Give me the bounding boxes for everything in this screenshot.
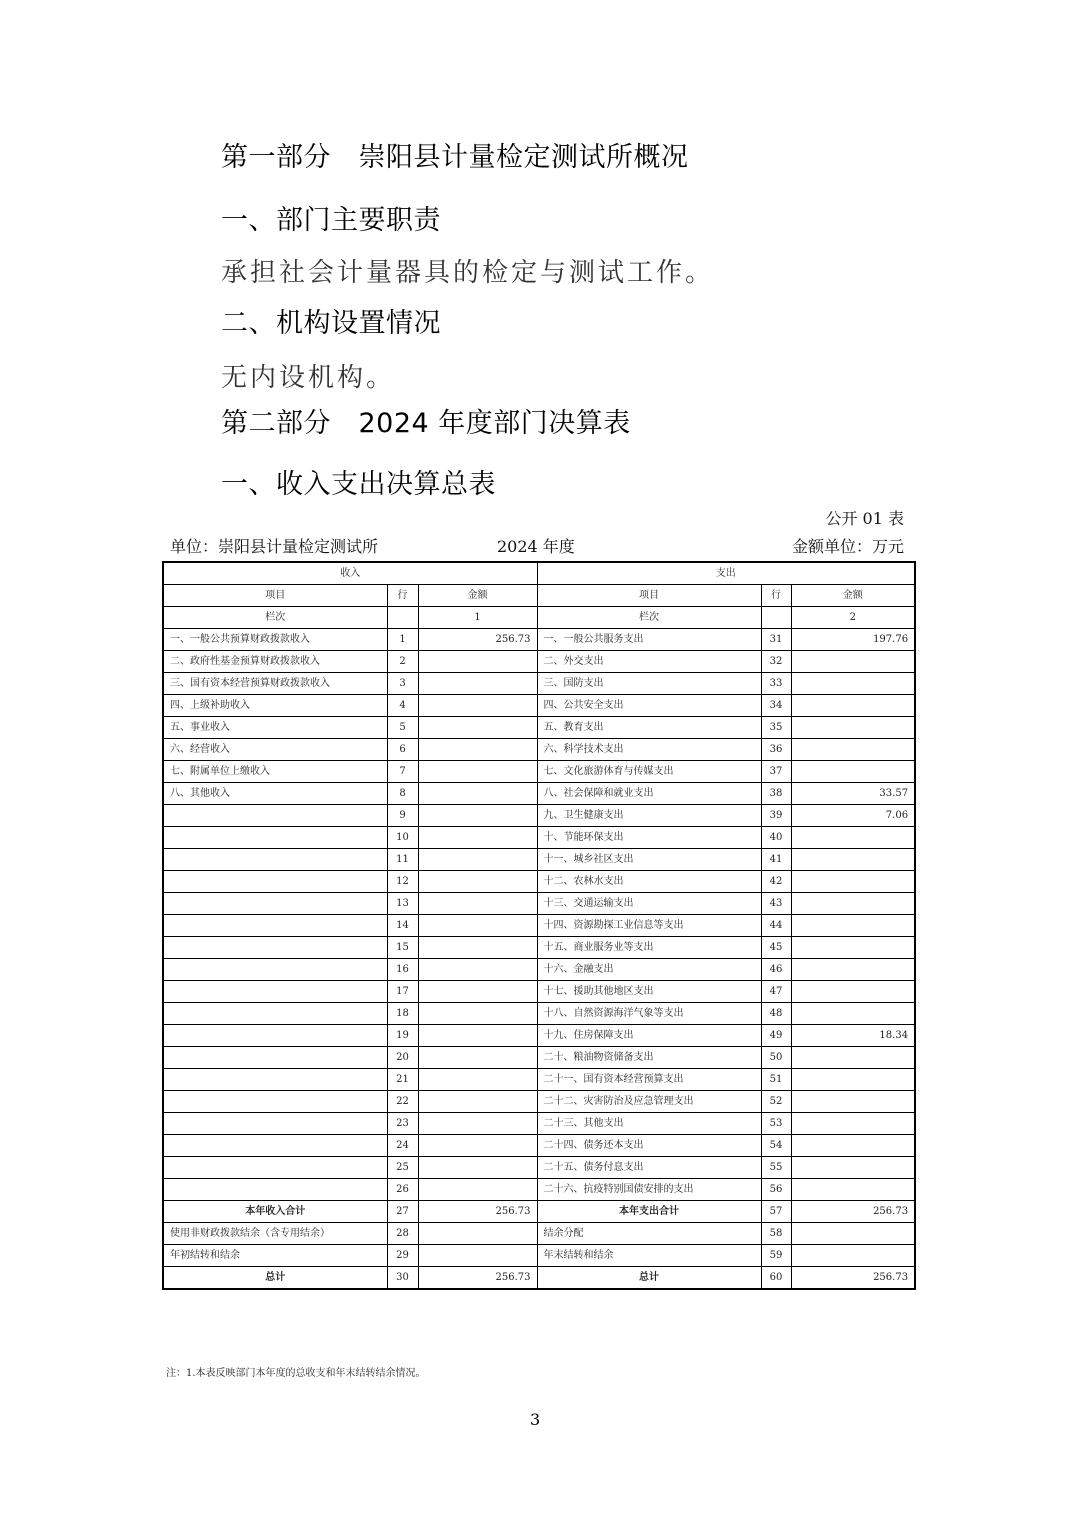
- income-row-number: 23: [387, 1113, 418, 1135]
- table-row: [163, 1157, 915, 1179]
- income-item-cell: [163, 1135, 387, 1157]
- section-organization-text: 无内设机构。: [221, 363, 396, 393]
- table-row: [163, 871, 915, 893]
- part2-title: 第二部分 2024 年度部门决算表: [221, 408, 631, 439]
- income-item-cell: [163, 959, 387, 981]
- income-item-cell: [163, 849, 387, 871]
- income-row-number: 16: [387, 959, 418, 981]
- expense-amount-cell: 18.34: [791, 1025, 915, 1047]
- table-row: [163, 915, 915, 937]
- table-row: [163, 959, 915, 981]
- expense-item-cell: 十九、住房保障支出: [537, 1025, 761, 1047]
- expense-item-cell: 十四、资源勘探工业信息等支出: [537, 915, 761, 937]
- table-row: [163, 761, 915, 783]
- expense-amount-cell: [791, 937, 915, 959]
- income-amount-cell: [418, 915, 537, 937]
- income-col-number: 1: [418, 607, 537, 629]
- expense-item-cell: 一、一般公共服务支出: [537, 629, 761, 651]
- income-item-cell: [163, 893, 387, 915]
- expense-item-cell: 二十一、国有资本经营预算支出: [537, 1069, 761, 1091]
- expense-amount-cell: [791, 849, 915, 871]
- expense-item-cell: 九、卫生健康支出: [537, 805, 761, 827]
- income-item-cell: 五、事业收入: [163, 717, 387, 739]
- income-item-cell: [163, 827, 387, 849]
- income-amount-cell: [418, 827, 537, 849]
- expense-item-cell: 二十四、债务还本支出: [537, 1135, 761, 1157]
- income-row-number: 6: [387, 739, 418, 761]
- table-row: [163, 1069, 915, 1091]
- income-amount-cell: [418, 1157, 537, 1179]
- income-amount-cell: [418, 1135, 537, 1157]
- expense-item-cell: 二十、粮油物资储备支出: [537, 1047, 761, 1069]
- expense-item-cell: 年末结转和结余: [537, 1245, 761, 1267]
- table-row: [163, 1223, 915, 1245]
- expense-seq-label: 栏次: [537, 607, 761, 629]
- income-amount-header: 金额: [418, 585, 537, 607]
- table-row: [163, 1135, 915, 1157]
- amount-unit: 金额单位：万元: [791, 537, 904, 556]
- expense-item-cell: 本年支出合计: [537, 1201, 761, 1223]
- income-row-number: 15: [387, 937, 418, 959]
- expense-row-number: 51: [761, 1069, 791, 1091]
- income-item-cell: [163, 1157, 387, 1179]
- income-amount-cell: [418, 739, 537, 761]
- income-row-number: 5: [387, 717, 418, 739]
- expense-amount-cell: [791, 959, 915, 981]
- income-amount-cell: [418, 849, 537, 871]
- income-row-number: 17: [387, 981, 418, 1003]
- income-row-number: 20: [387, 1047, 418, 1069]
- income-amount-cell: [418, 805, 537, 827]
- expense-amount-cell: [791, 739, 915, 761]
- expense-row-number: 45: [761, 937, 791, 959]
- expense-amount-cell: [791, 1069, 915, 1091]
- expense-row-number: 58: [761, 1223, 791, 1245]
- expense-item-cell: 八、社会保障和就业支出: [537, 783, 761, 805]
- income-amount-cell: [418, 1091, 537, 1113]
- income-item-cell: 总计: [163, 1267, 387, 1290]
- part1-title: 第一部分 崇阳县计量检定测试所概况: [221, 142, 689, 173]
- expense-row-number: 55: [761, 1157, 791, 1179]
- table-row: [163, 1025, 915, 1047]
- income-row-number: 29: [387, 1245, 418, 1267]
- income-row-number: 14: [387, 915, 418, 937]
- expense-row-number: 37: [761, 761, 791, 783]
- expense-item-cell: 结余分配: [537, 1223, 761, 1245]
- expense-amount-cell: [791, 871, 915, 893]
- expense-row-number: 57: [761, 1201, 791, 1223]
- income-amount-cell: 256.73: [418, 1267, 537, 1290]
- expense-row-number: 47: [761, 981, 791, 1003]
- income-item-cell: 年初结转和结余: [163, 1245, 387, 1267]
- expense-amount-cell: [791, 1157, 915, 1179]
- expense-item-cell: 四、公共安全支出: [537, 695, 761, 717]
- table-row: [163, 981, 915, 1003]
- expense-item-cell: 十、节能环保支出: [537, 827, 761, 849]
- expense-row-number: 53: [761, 1113, 791, 1135]
- table-seq-row: [163, 607, 915, 629]
- income-item-cell: [163, 1113, 387, 1135]
- income-item-cell: [163, 981, 387, 1003]
- income-item-cell: [163, 1047, 387, 1069]
- income-row-number: 22: [387, 1091, 418, 1113]
- expense-row-number: 39: [761, 805, 791, 827]
- expense-row-number: 34: [761, 695, 791, 717]
- table-row: [163, 783, 915, 805]
- expense-amount-cell: [791, 981, 915, 1003]
- expense-amount-cell: [791, 893, 915, 915]
- income-amount-cell: [418, 959, 537, 981]
- table-row: [163, 1245, 915, 1267]
- expense-row-number: 31: [761, 629, 791, 651]
- expense-item-cell: 三、国防支出: [537, 673, 761, 695]
- income-item-cell: [163, 1069, 387, 1091]
- expense-item-cell: 七、文化旅游体育与传媒支出: [537, 761, 761, 783]
- expense-row-number: 42: [761, 871, 791, 893]
- expense-amount-cell: [791, 1135, 915, 1157]
- expense-amount-header: 金额: [791, 585, 915, 607]
- expense-amount-cell: [791, 695, 915, 717]
- expense-row-number: 35: [761, 717, 791, 739]
- income-item-cell: [163, 1179, 387, 1201]
- income-row-number: 25: [387, 1157, 418, 1179]
- income-seq-row-cell: [387, 607, 418, 629]
- table-row: [163, 893, 915, 915]
- income-row-number: 1: [387, 629, 418, 651]
- section-organization-title: 二、机构设置情况: [221, 308, 441, 339]
- income-row-header: 行: [387, 585, 418, 607]
- expense-amount-cell: [791, 717, 915, 739]
- table-column-header-row: [163, 585, 915, 607]
- table-row: [163, 937, 915, 959]
- income-item-cell: 三、国有资本经营预算财政拨款收入: [163, 673, 387, 695]
- income-row-number: 3: [387, 673, 418, 695]
- subtotal-row: [163, 1201, 915, 1223]
- expense-header: 支出: [537, 562, 915, 585]
- expense-row-number: 41: [761, 849, 791, 871]
- expense-item-header: 项目: [537, 585, 761, 607]
- income-row-number: 8: [387, 783, 418, 805]
- expense-amount-cell: [791, 915, 915, 937]
- fiscal-year: 2024 年度: [497, 537, 575, 556]
- table-row: [163, 849, 915, 871]
- income-amount-cell: 256.73: [418, 1201, 537, 1223]
- expense-row-header: 行: [761, 585, 791, 607]
- expense-amount-cell: [791, 1223, 915, 1245]
- table-row: [163, 717, 915, 739]
- income-item-cell: [163, 1025, 387, 1047]
- expense-item-cell: 二十三、其他支出: [537, 1113, 761, 1135]
- income-item-cell: [163, 1003, 387, 1025]
- expense-row-number: 54: [761, 1135, 791, 1157]
- income-amount-cell: [418, 1179, 537, 1201]
- income-item-cell: [163, 915, 387, 937]
- section-duties-title: 一、部门主要职责: [221, 205, 441, 236]
- income-item-cell: 一、一般公共预算财政拨款收入: [163, 629, 387, 651]
- expense-amount-cell: [791, 1047, 915, 1069]
- income-amount-cell: [418, 937, 537, 959]
- income-amount-cell: [418, 761, 537, 783]
- income-row-number: 2: [387, 651, 418, 673]
- income-item-cell: 本年收入合计: [163, 1201, 387, 1223]
- income-header: 收入: [163, 562, 537, 585]
- total-row: [163, 1267, 915, 1290]
- expense-row-number: 60: [761, 1267, 791, 1290]
- expense-item-cell: 十八、自然资源海洋气象等支出: [537, 1003, 761, 1025]
- expense-item-cell: 十一、城乡社区支出: [537, 849, 761, 871]
- income-amount-cell: [418, 717, 537, 739]
- table-row: [163, 1047, 915, 1069]
- income-row-number: 28: [387, 1223, 418, 1245]
- expense-row-number: 49: [761, 1025, 791, 1047]
- income-item-header: 项目: [163, 585, 387, 607]
- income-item-cell: 四、上级补助收入: [163, 695, 387, 717]
- expense-item-cell: 十七、援助其他地区支出: [537, 981, 761, 1003]
- table-group-header-row: [163, 562, 915, 585]
- expense-item-cell: 十二、农林水支出: [537, 871, 761, 893]
- expense-item-cell: 六、科学技术支出: [537, 739, 761, 761]
- table-row: [163, 695, 915, 717]
- expense-row-number: 32: [761, 651, 791, 673]
- expense-item-cell: 二十二、灾害防治及应急管理支出: [537, 1091, 761, 1113]
- table-note: 注：1.本表反映部门本年度的总收支和年末结转结余情况。: [166, 1368, 426, 1379]
- expense-row-number: 52: [761, 1091, 791, 1113]
- table-row: [163, 1003, 915, 1025]
- expense-amount-cell: 33.57: [791, 783, 915, 805]
- income-item-cell: 二、政府性基金预算财政拨款收入: [163, 651, 387, 673]
- expense-row-number: 36: [761, 739, 791, 761]
- table-row: [163, 651, 915, 673]
- table-row: [163, 1179, 915, 1201]
- table-row: [163, 1091, 915, 1113]
- income-item-cell: 八、其他收入: [163, 783, 387, 805]
- income-item-cell: [163, 805, 387, 827]
- income-row-number: 24: [387, 1135, 418, 1157]
- income-amount-cell: [418, 1003, 537, 1025]
- income-amount-cell: [418, 1025, 537, 1047]
- income-amount-cell: [418, 1069, 537, 1091]
- income-amount-cell: [418, 783, 537, 805]
- expense-item-cell: 总计: [537, 1267, 761, 1290]
- income-row-number: 13: [387, 893, 418, 915]
- expense-row-number: 48: [761, 1003, 791, 1025]
- expense-amount-cell: 7.06: [791, 805, 915, 827]
- expense-item-cell: 十三、交通运输支出: [537, 893, 761, 915]
- expense-amount-cell: [791, 651, 915, 673]
- income-item-cell: 六、经营收入: [163, 739, 387, 761]
- income-amount-cell: [418, 1245, 537, 1267]
- expense-amount-cell: [791, 1003, 915, 1025]
- income-row-number: 4: [387, 695, 418, 717]
- expense-amount-cell: 197.76: [791, 629, 915, 651]
- income-amount-cell: [418, 1223, 537, 1245]
- expense-row-number: 56: [761, 1179, 791, 1201]
- expense-amount-cell: [791, 1113, 915, 1135]
- table-code: 公开 01 表: [825, 509, 904, 528]
- income-expense-table: [162, 561, 916, 1290]
- income-row-number: 21: [387, 1069, 418, 1091]
- table-row: [163, 673, 915, 695]
- income-item-cell: [163, 871, 387, 893]
- expense-item-cell: 十五、商业服务业等支出: [537, 937, 761, 959]
- income-row-number: 9: [387, 805, 418, 827]
- income-row-number: 11: [387, 849, 418, 871]
- table-section-title: 一、收入支出决算总表: [221, 469, 496, 500]
- expense-item-cell: 五、教育支出: [537, 717, 761, 739]
- expense-item-cell: 十六、金融支出: [537, 959, 761, 981]
- income-item-cell: 使用非财政拨款结余（含专用结余）: [163, 1223, 387, 1245]
- table-row: [163, 805, 915, 827]
- expense-row-number: 50: [761, 1047, 791, 1069]
- expense-row-number: 43: [761, 893, 791, 915]
- income-item-cell: [163, 1091, 387, 1113]
- expense-row-number: 33: [761, 673, 791, 695]
- expense-item-cell: 二、外交支出: [537, 651, 761, 673]
- section-duties-text: 承担社会计量器具的检定与测试工作。: [221, 258, 715, 288]
- income-amount-cell: 256.73: [418, 629, 537, 651]
- income-row-number: 30: [387, 1267, 418, 1290]
- expense-amount-cell: 256.73: [791, 1201, 915, 1223]
- expense-amount-cell: [791, 827, 915, 849]
- expense-row-number: 40: [761, 827, 791, 849]
- income-row-number: 12: [387, 871, 418, 893]
- expense-amount-cell: [791, 761, 915, 783]
- income-row-number: 27: [387, 1201, 418, 1223]
- expense-col-number: 2: [791, 607, 915, 629]
- income-seq-label: 栏次: [163, 607, 387, 629]
- income-row-number: 7: [387, 761, 418, 783]
- expense-amount-cell: [791, 1179, 915, 1201]
- expense-row-number: 59: [761, 1245, 791, 1267]
- income-amount-cell: [418, 673, 537, 695]
- table-row: [163, 1113, 915, 1135]
- table-row: [163, 739, 915, 761]
- table-row: [163, 629, 915, 651]
- expense-amount-cell: [791, 673, 915, 695]
- expense-row-number: 44: [761, 915, 791, 937]
- expense-amount-cell: [791, 1091, 915, 1113]
- expense-item-cell: 二十五、债务付息支出: [537, 1157, 761, 1179]
- expense-item-cell: 二十六、抗疫特别国债安排的支出: [537, 1179, 761, 1201]
- reporting-unit: 单位：崇阳县计量检定测试所: [170, 537, 379, 556]
- income-row-number: 10: [387, 827, 418, 849]
- page-number: 3: [530, 1410, 541, 1429]
- income-row-number: 18: [387, 1003, 418, 1025]
- income-amount-cell: [418, 651, 537, 673]
- income-row-number: 26: [387, 1179, 418, 1201]
- income-amount-cell: [418, 893, 537, 915]
- income-amount-cell: [418, 981, 537, 1003]
- income-item-cell: 七、附属单位上缴收入: [163, 761, 387, 783]
- income-amount-cell: [418, 695, 537, 717]
- income-amount-cell: [418, 1113, 537, 1135]
- income-amount-cell: [418, 871, 537, 893]
- expense-seq-row-cell: [761, 607, 791, 629]
- expense-row-number: 46: [761, 959, 791, 981]
- expense-amount-cell: [791, 1245, 915, 1267]
- income-row-number: 19: [387, 1025, 418, 1047]
- expense-row-number: 38: [761, 783, 791, 805]
- income-item-cell: [163, 937, 387, 959]
- expense-amount-cell: 256.73: [791, 1267, 915, 1290]
- income-amount-cell: [418, 1047, 537, 1069]
- table-row: [163, 827, 915, 849]
